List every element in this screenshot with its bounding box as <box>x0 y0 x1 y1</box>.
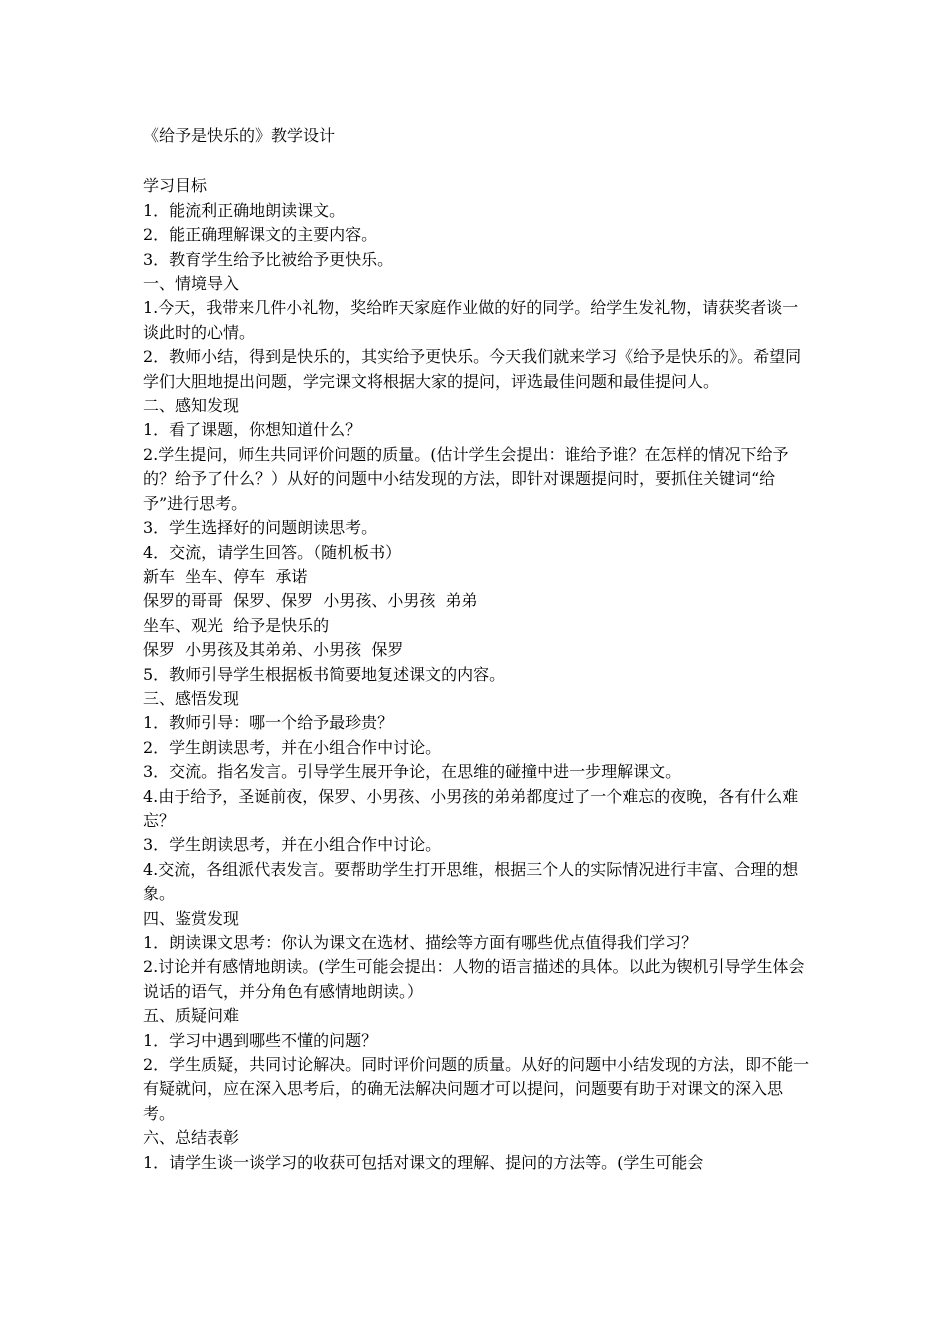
text-line: 2．能正确理解课文的主要内容。 <box>143 225 378 245</box>
text-line: 1．请学生谈一谈学习的收获可包括对课文的理解、提问的方法等。(学生可能会 <box>143 1152 704 1172</box>
text-line: 2.讨论并有感情地朗读。(学生可能会提出：人物的语言描述的具体。以此为锲机引导学生体会说话的语气，并分角色有感情地朗读。） <box>143 957 805 1001</box>
text-line: 2.学生提问，师生共同评价问题的质量。(估计学生会提出：谁给予谁？在怎样的情况下给予的？给予了什么？）从好的问题中小结发现的方法，即针对课题提问时，要抓住关键词“给予”进行思考。 <box>143 444 789 513</box>
text-line: 1．看了课题，你想知道什么？ <box>143 420 362 440</box>
text-line: 2．教师小结，得到是快乐的，其实给予更快乐。今天我们就来学习《给予是快乐的》。希望同学们大胆地提出问题，学完课文将根据大家的提问，评选最佳问题和最佳提问人。 <box>143 347 802 391</box>
text-line: 1．教师引导：哪一个给予最珍贵？ <box>143 713 394 733</box>
text-line: 5．教师引导学生根据板书简要地复述课文的内容。 <box>143 664 506 684</box>
section-heading: 五、质疑问难 <box>143 1006 240 1026</box>
section-heading: 三、感悟发现 <box>143 688 240 708</box>
text-line: 1.今天，我带来几件小礼物，奖给昨天家庭作业做的好的同学。给学生发礼物，请获奖者谈一谈此时的心情。 <box>143 298 799 342</box>
board-note-line: 坐车、观光 给予是快乐的 <box>143 615 330 635</box>
text-line: 学习目标 <box>143 176 208 196</box>
board-note-line: 新车 坐车、停车 承诺 <box>143 566 308 586</box>
text-line: 2．学生朗读思考，并在小组合作中讨论。 <box>143 737 442 757</box>
text-line: 3．交流。指名发言。引导学生展开争论，在思维的碰撞中进一步理解课文。 <box>143 762 682 782</box>
title-spacer <box>143 148 813 174</box>
text-line: 1．朗读课文思考：你认为课文在选材、描绘等方面有哪些优点值得我们学习？ <box>143 933 698 952</box>
text-line: 1．学习中遇到哪些不懂的问题？ <box>143 1030 378 1050</box>
board-note-line: 保罗 小男孩及其弟弟、小男孩 保罗 <box>143 640 404 660</box>
text-line: 1．能流利正确地朗读课文。 <box>143 200 346 220</box>
text-line: 3．学生朗读思考，并在小组合作中讨论。 <box>143 835 442 855</box>
document-title: 《给予是快乐的》教学设计 <box>143 126 336 145</box>
section-heading: 六、总结表彰 <box>143 1128 240 1148</box>
text-line: 4.由于给予，圣诞前夜，保罗、小男孩、小男孩的弟弟都度过了一个难忘的夜晚，各有什么难忘？ <box>143 786 799 830</box>
document-body <box>143 124 813 1175</box>
board-note-line: 保罗的哥哥 保罗、保罗 小男孩、小男孩 弟弟 <box>143 591 478 611</box>
section-heading: 四、鉴赏发现 <box>143 908 240 928</box>
section-heading: 二、感知发现 <box>143 396 240 416</box>
text-line: 4.交流，各组派代表发言。要帮助学生打开思维，根据三个人的实际情况进行丰富、合理的想象。 <box>143 859 799 904</box>
text-line: 3．学生选择好的问题朗读思考。 <box>143 518 378 538</box>
text-line: 3．教育学生给予比被给予更快乐。 <box>143 249 394 269</box>
section-heading: 一、情境导入 <box>143 274 240 294</box>
document-lines <box>143 174 813 1175</box>
text-line: 2．学生质疑，共同讨论解决。同时评价问题的质量。从好的问题中小结发现的方法，即不能一有疑就问，应在深入思考后，的确无法解决问题才可以提问，问题要有助于对课文的深入思考。 <box>143 1055 810 1123</box>
text-line: 4．交流，请学生回答。（随机板书） <box>143 542 402 562</box>
